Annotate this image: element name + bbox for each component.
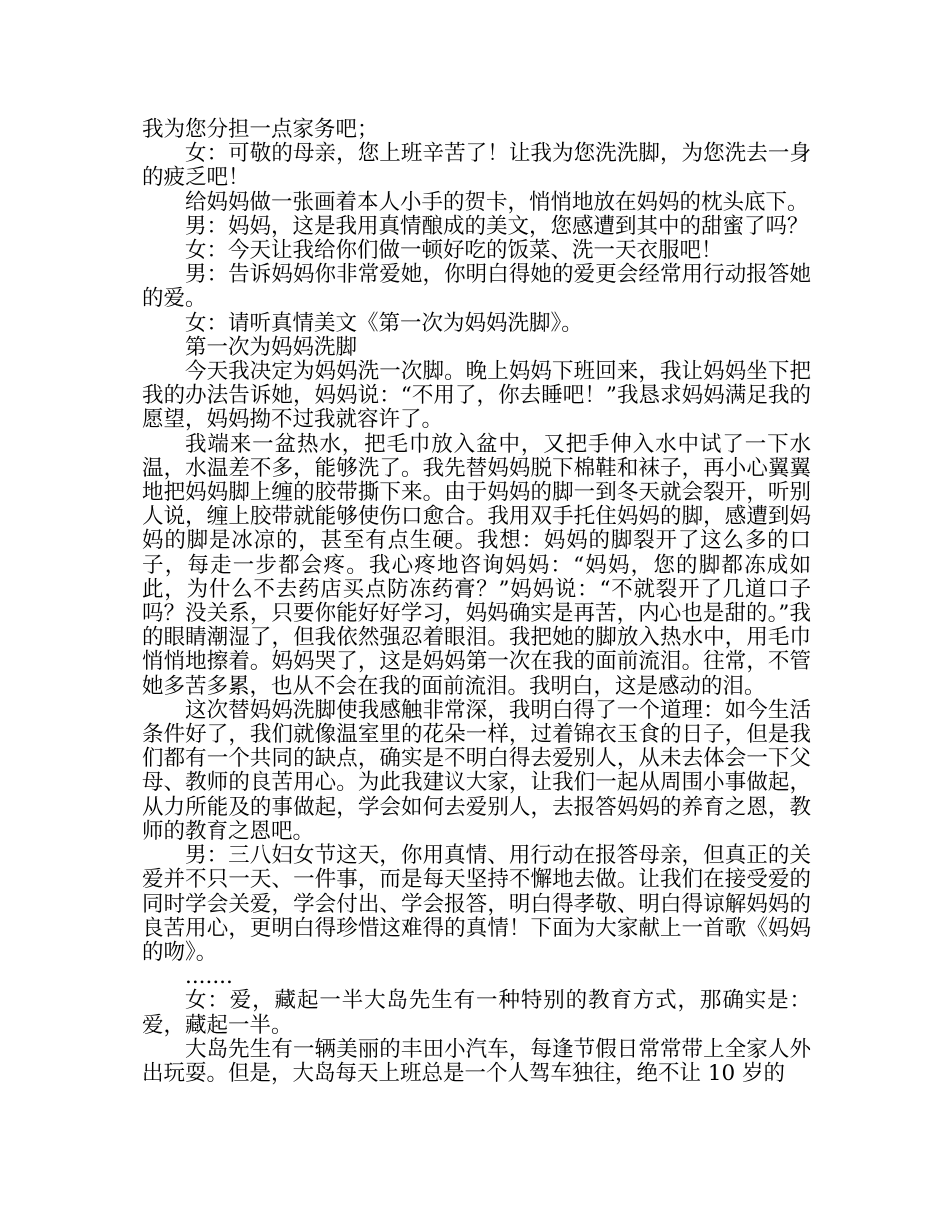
paragraph: 女：请听真情美文《第一次为妈妈洗脚》。 [185, 310, 583, 336]
article-title: 第一次为妈妈洗脚 [185, 334, 358, 360]
paragraph: 男：三八妇女节这天，你用真情、用行动在报答母亲，但真正的关爱并不只一天、一件事，而是每天坚持不懈地去做。让我们在接受爱的同时学会关爱，学会付出、学会报答，明白得孝敬、明白得谅解妈妈的良苦用心，更明白得珍惜这难得的真情！下面为大家献上一首歌《妈妈的吻》。 [142, 843, 811, 965]
paragraph: 女：爱，藏起一半大岛先生有一种特别的教育方式，那确实是：爱，藏起一半。 [142, 988, 811, 1038]
paragraph: 今天我决定为妈妈洗一次脚。晚上妈妈下班回来，我让妈妈坐下把我的办法告诉她，妈妈说：“不用了，你去睡吧！”我恳求妈妈满足我的愿望，妈妈拗不过我就容许了。 [142, 359, 811, 433]
paragraph: 给妈妈做一张画着本人小手的贺卡，悄悄地放在妈妈的枕头底下。 [185, 189, 809, 215]
paragraph: 男：妈妈，这是我用真情酿成的美文，您感遭到其中的甜蜜了吗？ [185, 213, 809, 239]
document-body [142, 118, 811, 1086]
paragraph: 女：可敬的母亲，您上班辛苦了！让我为您洗洗脚，为您洗去一身的疲乏吧！ [142, 141, 811, 191]
paragraph: 大岛先生有一辆美丽的丰田小汽车，每逢节假日常常带上全家人外出玩耍。但是，大岛每天上班总是一个人驾车独往，绝不让 10 岁的 [142, 1036, 811, 1086]
paragraph: 女：今天让我给你们做一顿好吃的饭菜、洗一天衣服吧！ [185, 238, 723, 264]
ellipsis-line: ....... [185, 964, 233, 990]
paragraph: 男：告诉妈妈你非常爱她，你明白得她的爱更会经常用行动报答她的爱。 [142, 262, 811, 312]
paragraph: 我为您分担一点家务吧； [142, 117, 379, 142]
paragraph: 这次替妈妈洗脚使我感触非常深，我明白得了一个道理：如今生活条件好了，我们就像温室里的花朵一样，过着锦衣玉食的日子，但是我们都有一个共同的缺点，确实是不明白得去爱别人，从未去体会一下父母、教师的良苦用心。为此我建议大家，让我们一起从周围小事做起，从力所能及的事做起，学会如何去爱别人，去报答妈妈的养育之恩，教师的教育之恩吧。 [142, 697, 811, 844]
paragraph: 我端来一盆热水，把毛巾放入盆中，又把手伸入水中试了一下水温，水温差不多，能够洗了。我先替妈妈脱下棉鞋和袜子，再小心翼翼地把妈妈脚上缠的胶带撕下来。由于妈妈的脚一到冬天就会裂开，听别人说，缠上胶带就能够使伤口愈合。我用双手托住妈妈的脚，感遭到妈妈的脚是冰凉的，甚至有点生硬。我想：妈妈的脚裂开了这么多的口子，每走一步都会疼。我心疼地咨询妈妈：“妈妈，您的脚都冻成如此，为什么不去药店买点防冻药膏？”妈妈说：“不就裂开了几道口子吗？没关系，只要你能好好学习，妈妈确实是再苦，内心也是甜的。”我的眼睛潮湿了，但我依然强忍着眼泪。我把她的脚放入热水中，用毛巾悄悄地擦着。妈妈哭了，这是妈妈第一次在我的面前流泪。往常，不管她多苦多累，也从不会在我的面前流泪。我明白，这是感动的泪。 [142, 431, 811, 699]
